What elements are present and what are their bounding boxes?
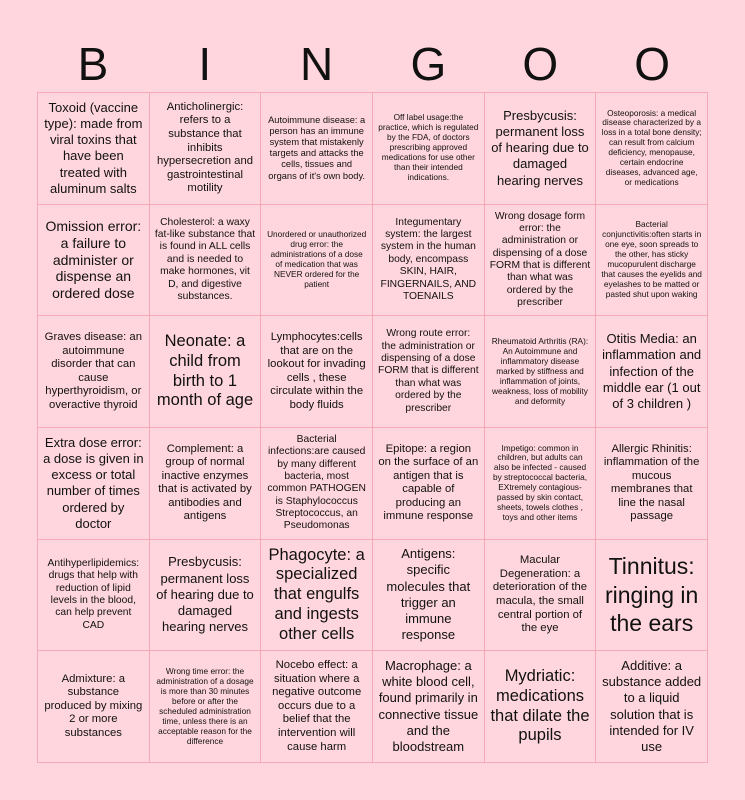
bingo-cell[interactable]: Tinnitus: ringing in the ears (596, 540, 708, 652)
bingo-cell[interactable]: Unordered or unauthorized drug error: the administrations of a dose of medication that was NEVER ordered for the patient (261, 205, 373, 317)
bingo-cell[interactable]: Additive: a substance added to a liquid solution that is intended for IV use (596, 651, 708, 763)
bingo-cell[interactable]: Omission error: a failure to administer or dispense an ordered dose (38, 205, 150, 317)
bingo-cell[interactable]: Lymphocytes:cells that are on the lookout for invading cells , these circulate within the body fluids (261, 316, 373, 428)
bingo-cell[interactable]: Rheumatoid Arthritis (RA): An Autoimmune and inflammatory disease marked by stiffness and inflammation of joints, weakness, loss of mobility and deformity (485, 316, 597, 428)
bingo-cell[interactable]: Toxoid (vaccine type): made from viral toxins that have been treated with aluminum salts (38, 93, 150, 205)
bingo-cell[interactable]: Antihyperlipidemics: drugs that help with reduction of lipid levels in the blood, can help prevent CAD (38, 540, 150, 652)
header-letter-i: I (198, 38, 212, 90)
bingo-cell[interactable]: Wrong route error: the administration or dispensing of a dose FORM that is different than what was ordered by the prescriber (373, 316, 485, 428)
header-letter-g: G (410, 38, 447, 90)
bingo-cell[interactable]: Integumentary system: the largest system in the human body, encompass SKIN, HAIR, FINGERNAILS, AND TOENAILS (373, 205, 485, 317)
bingo-cell[interactable]: Presbycusis: permanent loss of hearing due to damaged hearing nerves (485, 93, 597, 205)
bingo-cell[interactable]: Neonate: a child from birth to 1 month of age (150, 316, 262, 428)
bingo-cell[interactable]: Bacterial infections:are caused by many different bacteria, most common PATHOGEN is Staphylococcus Streptococcus, an Pseudomonas (261, 428, 373, 540)
bingo-cell[interactable]: Presbycusis: permanent loss of hearing due to damaged hearing nerves (150, 540, 262, 652)
bingo-cell[interactable]: Wrong dosage form error: the administration or dispensing of a dose FORM that is different than what was ordered by the prescriber (485, 205, 597, 317)
bingo-cell[interactable]: Nocebo effect: a situation where a negative outcome occurs due to a belief that the intervention will cause harm (261, 651, 373, 763)
header-letter-n: N (299, 38, 334, 90)
header-letter-o: O (522, 38, 559, 90)
bingo-cell[interactable]: Epitope: a region on the surface of an antigen that is capable of producing an immune response (373, 428, 485, 540)
bingo-cell[interactable]: Allergic Rhinitis: inflammation of the mucous membranes that line the nasal passage (596, 428, 708, 540)
bingo-grid (37, 92, 708, 763)
bingo-cell[interactable]: Off label usage:the practice, which is regulated by the FDA, of doctors prescribing approved medications for use other than their intended indications. (373, 93, 485, 205)
bingo-cell[interactable]: Graves disease: an autoimmune disorder that can cause hyperthyroidism, or overactive thyroid (38, 316, 150, 428)
bingo-cell[interactable]: Complement: a group of normal inactive enzymes that is activated by antibodies and antigens (150, 428, 262, 540)
header-letter-o-2: O (634, 38, 670, 90)
bingo-cell[interactable]: Phagocyte: a specialized that engulfs and ingests other cells (261, 540, 373, 652)
bingo-cell[interactable]: Antigens: specific molecules that trigger an immune response (373, 540, 485, 652)
bingo-cell[interactable]: Wrong time error: the administration of a dosage is more than 30 minutes before or after the scheduled administration time, unless there is an acceptable reason for the difference (150, 651, 262, 763)
bingo-cell[interactable]: Extra dose error: a dose is given in excess or total number of times ordered by doctor (38, 428, 150, 540)
bingo-cell[interactable]: Autoimmune disease: a person has an immune system that mistakenly targets and attacks the cells, tissues and organs of it's own body. (261, 93, 373, 205)
bingo-cell[interactable]: Impetigo: common in children, but adults can also be infected - caused by streptococcal bacteria, EXtremely contagious- passed by skin contact, sheets, towels clothes , toys and other items (485, 428, 597, 540)
bingo-cell[interactable]: Osteoporosis: a medical disease characterized by a loss in a total bone density; can result from calcium deficiency, menopause, certain endocrine diseases, advanced age, or medications (596, 93, 708, 205)
bingo-cell[interactable]: Admixture: a substance produced by mixing 2 or more substances (38, 651, 150, 763)
bingo-cell[interactable]: Bacterial conjunctivitis:often starts in one eye, soon spreads to the other, has sticky mucopurulent discharge that causes the eyelids and eyelashes to be matted or pasted shut upon waking (596, 205, 708, 317)
bingo-cell[interactable]: Otitis Media: an inflammation and infection of the middle ear (1 out of 3 children ) (596, 316, 708, 428)
bingo-cell[interactable]: Anticholinergic: refers to a substance that inhibits hypersecretion and gastrointestinal motility (150, 93, 262, 205)
header-letter-b: B (77, 38, 109, 90)
bingo-header (37, 36, 708, 92)
bingo-cell[interactable]: Mydriatic: medications that dilate the pupils (485, 651, 597, 763)
bingo-cell[interactable]: Macular Degeneration: a deterioration of the macula, the small central portion of the eye (485, 540, 597, 652)
bingo-cell[interactable]: Macrophage: a white blood cell, found primarily in connective tissue and the bloodstream (373, 651, 485, 763)
bingo-cell[interactable]: Cholesterol: a waxy fat-like substance that is found in ALL cells and is needed to make hormones, vit D, and digestive substances. (150, 205, 262, 317)
